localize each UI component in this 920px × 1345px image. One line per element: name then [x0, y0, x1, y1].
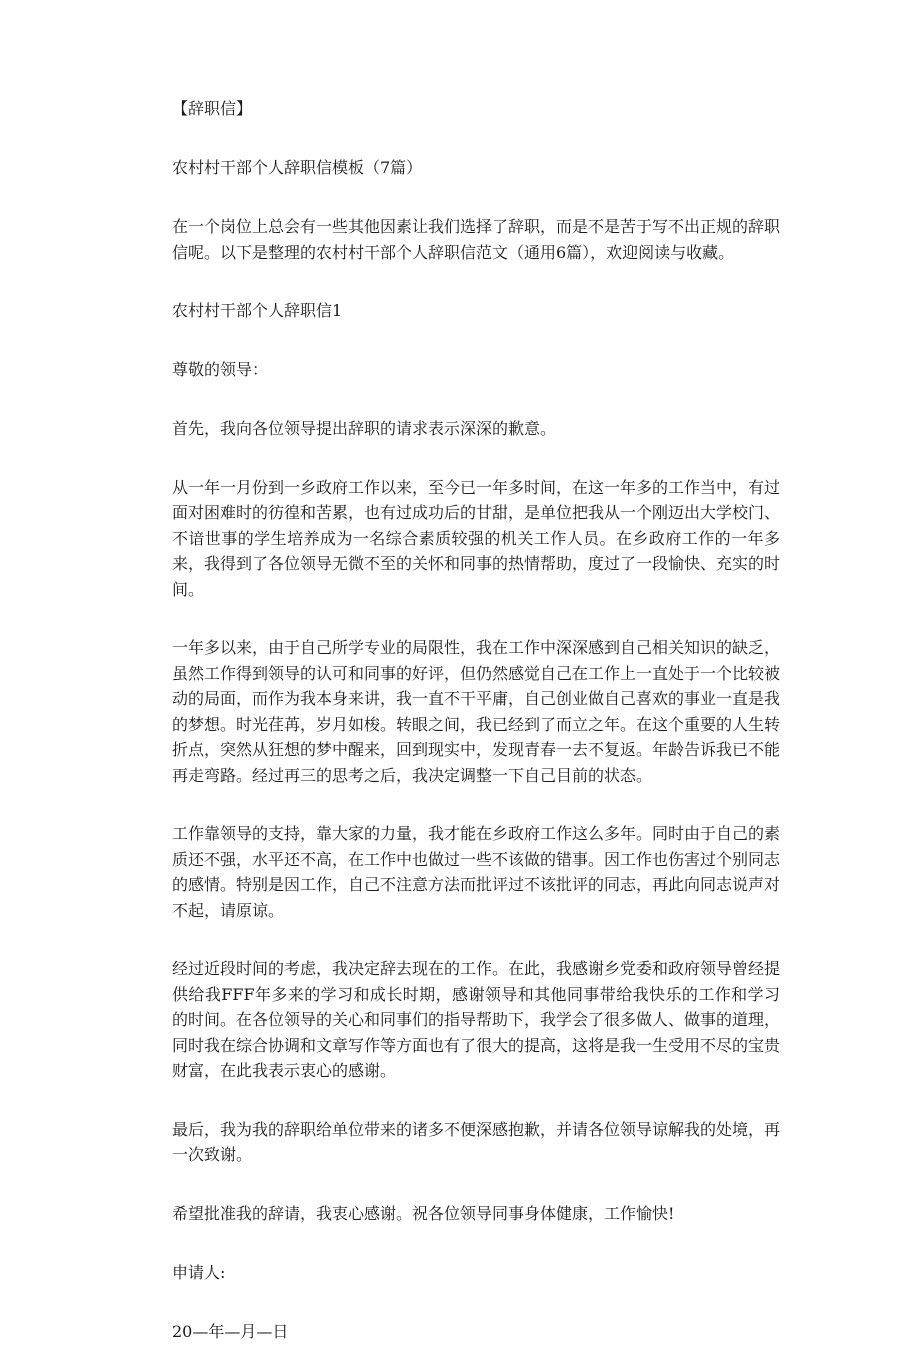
signature-date: 20—年—月—日 [172, 1321, 289, 1341]
intro-paragraph: 在一个岗位上总会有一些其他因素让我们选择了辞职，而是不是苦于写不出正规的辞职信呢。以下是整理的农村村干部个人辞职信范文（通用6篇），欢迎阅读与收藏。 [172, 217, 781, 262]
document-page [172, 96, 780, 1345]
body-paragraph-5: 经过近段时间的考虑，我决定辞去现在的工作。在此，我感谢乡党委和政府领导曾经提供给我FFF年多来的学习和成长时期，感谢领导和其他同事带给我快乐的工作和学习的时间。在各位领导的关心和同事们的指导帮助下，我学会了很多做人、做事的道理，同时我在综合协调和文章写作等方面也有了很大的提高，这将是我一生受用不尽的宝贵财富，在此我表示衷心的感谢。 [172, 959, 781, 1080]
body-paragraph-6: 最后，我为我的辞职给单位带来的诸多不便深感抱歉，并请各位领导谅解我的处境，再一次致谢。 [172, 1119, 781, 1164]
body-paragraph-1: 首先，我向各位领导提出辞职的请求表示深深的歉意。 [172, 419, 557, 438]
body-paragraph-4: 工作靠领导的支持，靠大家的力量，我才能在乡政府工作这么多年。同时由于自己的素质还不强，水平还不高，在工作中也做过一些不该做的错事。因工作也伤害过个别同志的感情。特别是因工作，自己不注意方法而批评过不该批评的同志，再此向同志说声对不起，请原谅。 [172, 824, 781, 920]
salutation: 尊敬的领导： [172, 360, 269, 379]
header-tag: 【辞职信】 [172, 99, 253, 118]
letter-title: 农村村干部个人辞职信1 [172, 301, 343, 320]
body-paragraph-2: 从一年一月份到一乡政府工作以来，至今已一年多时间，在这一年多的工作当中，有过面对困难时的彷徨和苦累，也有过成功后的甘甜，是单位把我从一个刚迈出大学校门、不谙世事的学生培养成为一名综合素质较强的机关工作人员。在乡政府工作的一年多来，我得到了各位领导无微不至的关怀和同事的热情帮助，度过了一段愉快、充实的时间。 [172, 477, 781, 599]
document-title: 农村村干部个人辞职信模板（7篇） [172, 158, 423, 177]
applicant-label: 申请人: [172, 1262, 226, 1282]
closing-paragraph: 希望批准我的辞请，我衷心感谢。祝各位领导同事身体健康，工作愉快! [172, 1203, 675, 1223]
body-paragraph-3: 一年多以来，由于自己所学专业的局限性，我在工作中深深感到自己相关知识的缺乏，虽然工作得到领导的认可和同事的好评，但仍然感觉自己在工作上一直处于一个比较被动的局面，而作为我本身来讲，我一直不干平庸，自己创业做自己喜欢的事业一直是我的梦想。时光荏苒，岁月如梭。转眼之间，我已经到了而立之年。在这个重要的人生转折点，突然从狂想的梦中醒来，回到现实中，发现青春一去不复返。年龄告诉我已不能再走弯路。经过再三的思考之后，我决定调整一下自己目前的状态。 [172, 638, 781, 785]
